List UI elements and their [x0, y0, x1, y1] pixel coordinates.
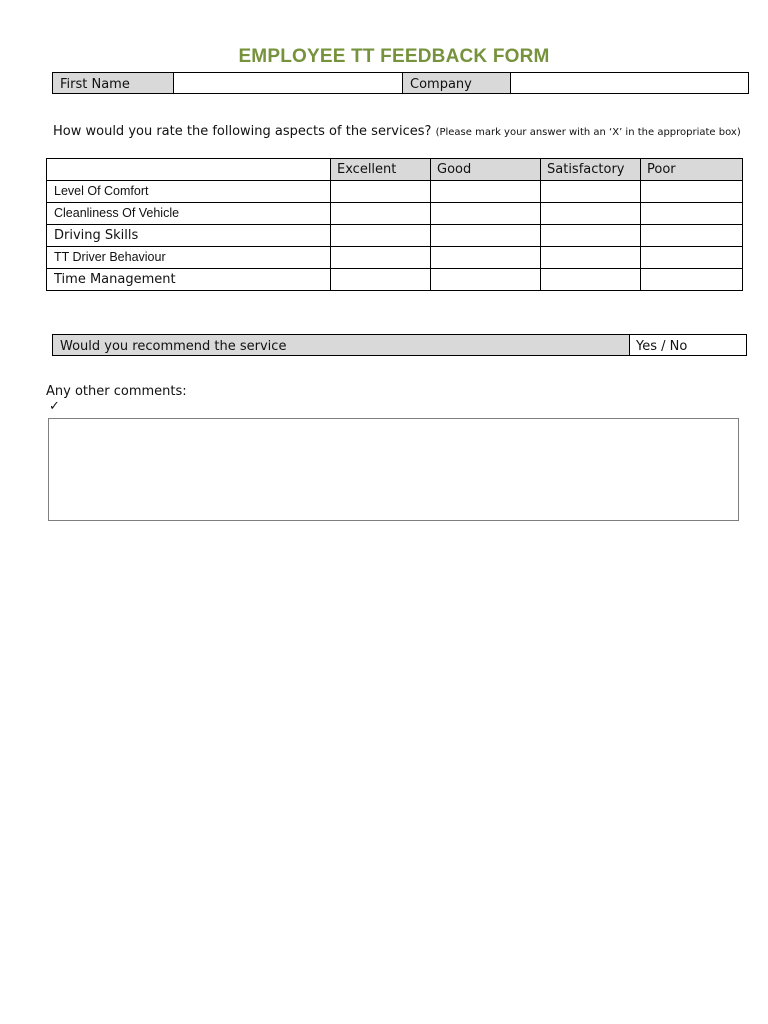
aspect-label: Time Management [47, 269, 331, 291]
rating-question [53, 121, 743, 143]
aspect-header [47, 159, 331, 181]
rating-note: (Please mark your answer with an ‘X’ in the appropriate box) [435, 127, 741, 138]
rating-cell-poor[interactable] [641, 203, 743, 225]
rating-cell-excellent[interactable] [331, 203, 431, 225]
rating-cell-satisfactory[interactable] [541, 225, 641, 247]
rating-cell-poor[interactable] [641, 225, 743, 247]
rating-cell-good[interactable] [431, 247, 541, 269]
rating-cell-poor[interactable] [641, 181, 743, 203]
rating-cell-good[interactable] [431, 225, 541, 247]
form-title: EMPLOYEE TT FEEDBACK FORM [238, 46, 550, 67]
aspect-label: Driving Skills [47, 225, 331, 247]
rating-cell-excellent[interactable] [331, 269, 431, 291]
column-header-poor: Poor [641, 159, 743, 181]
column-header-excellent: Excellent [331, 159, 431, 181]
table-row [47, 203, 743, 225]
rating-cell-excellent[interactable] [331, 225, 431, 247]
aspect-label: Cleanliness Of Vehicle [47, 203, 331, 225]
rating-cell-excellent[interactable] [331, 247, 431, 269]
recommend-answer-field[interactable]: Yes / No [636, 339, 688, 354]
column-header-satisfactory: Satisfactory [541, 159, 641, 181]
rating-cell-excellent[interactable] [331, 181, 431, 203]
rating-question-text: How would you rate the following aspects of the services? [53, 124, 432, 139]
details-row [52, 72, 749, 94]
rating-cell-satisfactory[interactable] [541, 203, 641, 225]
rating-header-row [47, 159, 743, 181]
rating-cell-good[interactable] [431, 181, 541, 203]
rating-cell-satisfactory[interactable] [541, 269, 641, 291]
rating-cell-poor[interactable] [641, 269, 743, 291]
company-label: Company [403, 73, 511, 93]
first-name-label: First Name [53, 73, 174, 93]
table-row [47, 225, 743, 247]
table-row [47, 269, 743, 291]
comments-label: Any other comments: [46, 384, 187, 399]
table-row [47, 181, 743, 203]
check-mark-icon: ✓ [49, 399, 60, 414]
column-header-good: Good [431, 159, 541, 181]
rating-cell-good[interactable] [431, 203, 541, 225]
company-field[interactable] [511, 73, 748, 93]
rating-cell-good[interactable] [431, 269, 541, 291]
rating-cell-satisfactory[interactable] [541, 247, 641, 269]
aspect-label: Level Of Comfort [47, 181, 331, 203]
comments-textarea[interactable] [48, 418, 739, 521]
rating-table [46, 158, 743, 291]
rating-cell-poor[interactable] [641, 247, 743, 269]
recommend-question: Would you recommend the service [53, 335, 630, 355]
first-name-field[interactable] [174, 73, 403, 93]
table-row [47, 247, 743, 269]
aspect-label: TT Driver Behaviour [47, 247, 331, 269]
recommend-row [52, 334, 747, 356]
rating-cell-satisfactory[interactable] [541, 181, 641, 203]
